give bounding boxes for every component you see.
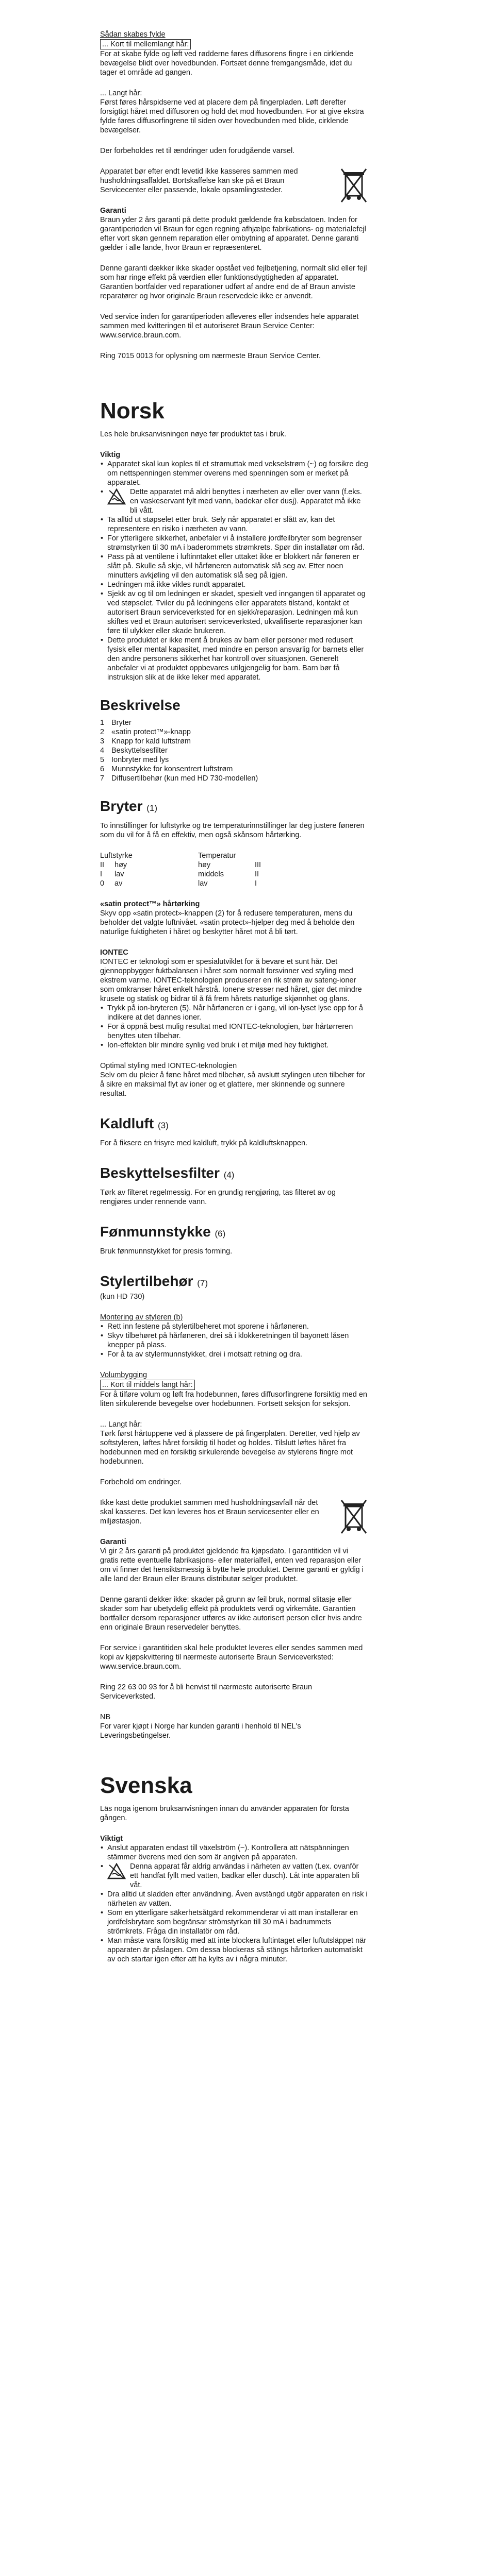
table-row: 0 av lav I bbox=[100, 879, 257, 888]
text-column bbox=[100, 0, 368, 1964]
list-item: • For ytterligere sikkerhet, anbefaler vi å installere jordfeilbryter som begrenser strømstyrken til 30 mA i baderommets strømkrets. Spør din installatør om råd. bbox=[107, 534, 368, 552]
list-item: • Rett inn festene på stylertilbeheret mot sporene i hårføneren. bbox=[107, 1322, 368, 1331]
table-row: II høy høy III bbox=[100, 861, 261, 869]
list-item: • Trykk på ion-bryteren (5). Når hårføneren er i gang, vil ion-lyset lyse opp for å indikere at det dannes ioner. bbox=[107, 1004, 368, 1022]
list-item: 7 Diffusertilbehør (kun med HD 730-modellen) bbox=[100, 774, 258, 783]
beskrivelse-list bbox=[100, 718, 368, 783]
no-garanti-4: Ring 22 63 00 93 for å bli henvist til nærmeste autoriserte Braun Serviceverksted. bbox=[100, 1683, 313, 1701]
list-item: • Skyv tilbehøret på hårføneren, drei så i klokkeretningen til bayonett låsen knepper på plass. bbox=[107, 1331, 368, 1350]
table-row: I lav middels II bbox=[100, 870, 259, 878]
water-warning-icon bbox=[107, 1863, 126, 1879]
no-garanti-2: Denne garanti dekker ikke: skader på grunn av feil bruk, normal slitasje eller skader som har ubetydelig effekt på produktets verdi og virkemåte. Garantien bortfaller dersom reparasjoner utføres av ikke autorisert person eller hvis andre enn originale Braun reservedeler benyttes. bbox=[100, 1596, 362, 1632]
satin-text: Skyv opp «satin protect»-knappen (2) for å redusere temperaturen, mens du beholder det valgte luftnivået. «satin protect»-hjelper deg med å beholde den naturlige fuktigheten i håret og beskytter håret mot å bli tørt. bbox=[100, 909, 355, 936]
crossed-bin-icon bbox=[339, 1498, 368, 1535]
list-item: • Man måste vara försiktig med att inte blockera luftintaget eller luftutsläppet när apparaten är påslagen. Om dessa blockeras så stängs hårtorken automatiskt av och startar igen efter att ha kylts av i några minuter. bbox=[107, 1936, 368, 1964]
list-item: • Ion-effekten blir mindre synlig ved bruk i et miljø med hey fuktighet. bbox=[107, 1041, 368, 1050]
kald-title: Kaldluft (3) bbox=[100, 1115, 169, 1131]
norsk-recycle-block bbox=[100, 1498, 368, 1526]
lang-text: Tørk først hårtuppene ved å plassere de på fingerplaten. Deretter, ved hjelp av softstyleren, løftes håret forsiktig til hodet og holdes. Tilslutt løftes håret fra hodebunnen med en forsiktig sirkulerende bevegelse av stylerens fingre mot hodebunnen. bbox=[100, 1430, 360, 1466]
no-garanti-title: Garanti bbox=[100, 1538, 126, 1546]
satin-title: «satin protect™» hårtørking bbox=[100, 900, 200, 908]
list-item: • Denna apparat får aldrig användas i närheten av vatten (t.ex. ovanför ett handfat fyllt med vatten, badkar eller dusch). Låt inte apparaten bli våt. bbox=[107, 1862, 368, 1890]
dk-garanti-4: Ring 7015 0013 for oplysning om nærmeste Braun Service Center. bbox=[100, 352, 321, 360]
list-item: • Som en ytterligare säkerhetsåtgärd rekommenderar vi att man installerar en jordfelsbrytare som begränsar strömstyrkan till 30 mA i badrummets strömkrets. Fråga din installatör om råd. bbox=[107, 1908, 368, 1936]
beskrivelse-title: Beskrivelse bbox=[100, 697, 181, 713]
list-item: • Anslut apparaten endast till växelström (~). Kontrollera att nätspänningen stämmer överens med den som är angiven på apparaten. bbox=[107, 1843, 368, 1862]
montering-list bbox=[100, 1322, 368, 1359]
list-item: 2 «satin protect™»-knapp bbox=[100, 728, 191, 736]
fill-text: For at skabe fylde og løft ved rødderne føres diffusorens fingre i en cirklende bevægelse blidt over hovedbunden. Fortsæt denne fremgangsmåde, idet du tager et område ad gangen. bbox=[100, 50, 354, 77]
filter-title: Beskyttelsesfilter (4) bbox=[100, 1165, 235, 1181]
dk-garanti-title: Garanti bbox=[100, 207, 126, 215]
list-item: • Pass på at ventilene i luftinntaket eller uttaket ikke er blokkert når føneren er slått på. Skulle så skje, vil hårføneren automatisk slå seg av. Etter noen minutters avkjøling vil den automatisk slå seg på igjen. bbox=[107, 552, 368, 580]
fon-text: Bruk fønmunnstykket for presis forming. bbox=[100, 1247, 233, 1256]
dk-garanti-2: Denne garanti dækker ikke skader opstået ved fejlbetjening, normalt slid eller fejl som har ringe effekt på værdien eller funktionsdygtigheden af apparatet. Garantien bortfalder ved reparationer udført af andre end de af Braun anviste reparatører og hvor originale Braun reservedele ikke er anvendt. bbox=[100, 264, 367, 300]
iontec-list bbox=[100, 1004, 368, 1050]
volum-title: Volumbygging bbox=[100, 1371, 147, 1379]
list-item: • Dette produktet er ikke ment å brukes av barn eller personer med redusert fysisk eller mental kapasitet, med mindre en person ansvarlig for barnets eller den andre personens sikkerhet har kontroll over situasjonen. Generelt anbefaler vi at produktet oppbevares utilgjengelig for barn. Barn bør få instruksjon slik at de ikke leker med apparatet. bbox=[107, 636, 368, 682]
volum-text: For å tilføre volum og løft fra hodebunnen, føres diffusorfingrene forsiktig med en liten sirkulerende bevegelse over hodebunnen. Fortsett seksjon for seksjon. bbox=[100, 1391, 367, 1408]
long-label: ... Langt hår: bbox=[100, 89, 142, 97]
norsk-intro: Les hele bruksanvisningen nøye før produktet tas i bruk. bbox=[100, 430, 287, 438]
list-item: • Ledningen må ikke vikles rundt apparatet. bbox=[107, 580, 368, 589]
list-item: • For å ta av stylermunnstykket, drei i motsatt retning og dra. bbox=[107, 1350, 368, 1359]
dk-garanti-3: Ved service inden for garantiperioden afleveres eller indsendes hele apparatet sammen med kvitteringen til et autoriseret Braun Service Center: www.service.braun.com. bbox=[100, 313, 359, 340]
fill-label: ... Kort til mellemlangt hår: bbox=[100, 39, 368, 49]
svenska-title: Svenska bbox=[100, 1773, 192, 1798]
list-item: • For å oppnå best mulig resultat med IONTEC-teknologien, bør hårtørreren benyttes uten tilbehør. bbox=[107, 1022, 368, 1041]
lang-label: ... Langt hår: bbox=[100, 1420, 142, 1429]
iontec-text: IONTEC er teknologi som er spesialutviklet for å bevare et sunt hår. Det gjennoppbygger fuktbalansen i håret som normalt forsvinner ved styling med ekstrem varme. IONTEC-teknologien produserer en rik strøm av sateng-ioner som omkranser håret enkelt hårstrå. Ionene stresser ned håret, gjør det mindre krusete og statisk og bidrar til å få frem hårets naturlige skjønnhet og glans. bbox=[100, 958, 362, 1003]
fon-title: Fønmunnstykke (6) bbox=[100, 1224, 226, 1240]
no-garanti-1: Vi gir 2 års garanti på produktet gjeldende fra kjøpsdato. I garantitiden vil vi gratis rette eventuelle fabrikasjons- eller materialfeil, enten ved reparasjon eller om vi finner det hensiktsmessig å bytte hele produktet. Denne garanti er gyldig i alle land der Braun eller Brauns distributør selger produktet. bbox=[100, 1547, 364, 1583]
list-item: • Dette apparatet må aldri benyttes i nærheten av eller over vann (f.eks. en vaskeservant fylt med vann, badekar eller dusj). Apparatet må ikke bli vått. bbox=[107, 487, 368, 515]
setting-table bbox=[100, 851, 261, 888]
styl-title: Stylertilbehør (7) bbox=[100, 1273, 208, 1289]
fill-heading: Sådan skabes fylde bbox=[100, 30, 166, 39]
styl-subtitle: (kun HD 730) bbox=[100, 1293, 145, 1301]
list-item: • Sjekk av og til om ledningen er skadet, spesielt ved inngangen til apparatet og ved støpselet. Tviler du på ledningens eller apparatets tilstand, kontakt et autorisert Braun serviceverksted for en sjekk/reparasjon. Ledningen må kun skiftes ved et Braun autorisert serviceverksted, ukvalifiserte reparasjoner kan føre til ulykker eller skade brukeren. bbox=[107, 589, 368, 636]
norsk-title: Norsk bbox=[100, 398, 165, 423]
recycle-text: Apparatet bør efter endt levetid ikke kasseres sammen med husholdningsaffaldet. Bortskaffelse kan ske på et Braun Servicecenter eller passende, lokale opsamlingssteder. bbox=[100, 167, 298, 194]
optimal-title: Optimal styling med IONTEC-teknologien bbox=[100, 1062, 237, 1070]
changes-note: Der forbeholdes ret til ændringer uden forudgående varsel. bbox=[100, 147, 295, 155]
viktig-title: Viktig bbox=[100, 451, 121, 459]
table-head-temp: Temperatur bbox=[198, 852, 236, 860]
sv-viktig-list bbox=[100, 1843, 368, 1964]
recycle-text: Ikke kast dette produktet sammen med husholdningsavfall når det skal kasseres. Det kan leveres hos et Braun servicesenter eller en miljøstasjon. bbox=[100, 1499, 319, 1526]
nb-title: NB bbox=[100, 1713, 111, 1721]
svenska-intro: Läs noga igenom bruksanvisningen innan du använder apparaten för första gången. bbox=[100, 1805, 349, 1822]
list-item: 4 Beskyttelsesfilter bbox=[100, 747, 168, 755]
list-item: 6 Munnstykke for konsentrert luftstrøm bbox=[100, 765, 233, 773]
nb-text: For varer kjøpt i Norge har kunden garanti i henhold til NEL's Leveringsbetingelser. bbox=[100, 1722, 301, 1740]
recycle-block bbox=[100, 167, 368, 195]
montering-title: Montering av styleren (b) bbox=[100, 1313, 183, 1321]
list-item: • Apparatet skal kun koples til et strømuttak med vekselstrøm (~) og forsikre deg om nettspenningen stemmer overens med spenningen som er merket på apparatet. bbox=[107, 460, 368, 487]
list-item: 1 Bryter bbox=[100, 719, 132, 727]
long-text: Først føres hårspidserne ved at placere dem på fingerpladen. Løft derefter forsigtigt håret med diffusoren og hold det mod hovedbunden. For at give ekstra fylde føres diffusorfingrene til siden over hovedbunden med blide, cirklende bevægelser. bbox=[100, 98, 364, 134]
bryter-text: To innstillinger for luftstyrke og tre temperaturinnstillinger lar deg justere føneren som du vil for å få en effektiv, men også skånsom hårtørking. bbox=[100, 822, 365, 839]
crossed-bin-icon bbox=[339, 167, 368, 204]
dk-garanti-1: Braun yder 2 års garanti på dette produkt gældende fra købsdatoen. Inden for garantiperioden vil Braun for egen regning afhjælpe fabrikations- og materialefejl efter vort skøn gennem reparation eller ombytning af apparatet. Denne garanti gælder i alle lande, hvor Braun er repræsenteret. bbox=[100, 216, 366, 252]
water-warning-icon bbox=[107, 488, 126, 505]
bryter-title: Bryter (1) bbox=[100, 798, 158, 814]
list-item: • Ta alltid ut støpselet etter bruk. Sely når apparatet er slått av, kan det representere en risiko i nærheten av vann. bbox=[107, 515, 368, 534]
table-head-air: Luftstyrke bbox=[100, 852, 133, 860]
sv-viktig-title: Viktigt bbox=[100, 1835, 123, 1843]
optimal-text: Selv om du pleier å føne håret med tilbehør, så avslutt stylingen uten tilbehør for å sikre en maksimal flyt av ioner og et glattere, mer skinnende og sunnere resultat. bbox=[100, 1071, 366, 1098]
endring-note: Forbehold om endringer. bbox=[100, 1478, 182, 1486]
list-item: • Dra alltid ut sladden efter användning. Även avstängd utgör apparaten en risk i närheten av vatten. bbox=[107, 1890, 368, 1908]
volum-label: ... Kort til middels langt hår: bbox=[100, 1380, 368, 1390]
list-item: 5 Ionbryter med lys bbox=[100, 756, 169, 764]
kald-text: For å fiksere en frisyre med kaldluft, trykk på kaldluftsknappen. bbox=[100, 1139, 308, 1147]
list-item: 3 Knapp for kald luftstrøm bbox=[100, 737, 191, 745]
no-garanti-3: For service i garantitiden skal hele produktet leveres eller sendes sammen med kopi av kjøpskvittering til nærmeste autoriserte Braun Serviceverksted: www.service.braun.com. bbox=[100, 1644, 363, 1671]
viktig-list bbox=[100, 460, 368, 682]
filter-text: Tørk av filteret regelmessig. For en grundig rengjøring, tas filteret av og rengjøres under rennende vann. bbox=[100, 1189, 336, 1206]
iontec-title: IONTEC bbox=[100, 948, 128, 957]
